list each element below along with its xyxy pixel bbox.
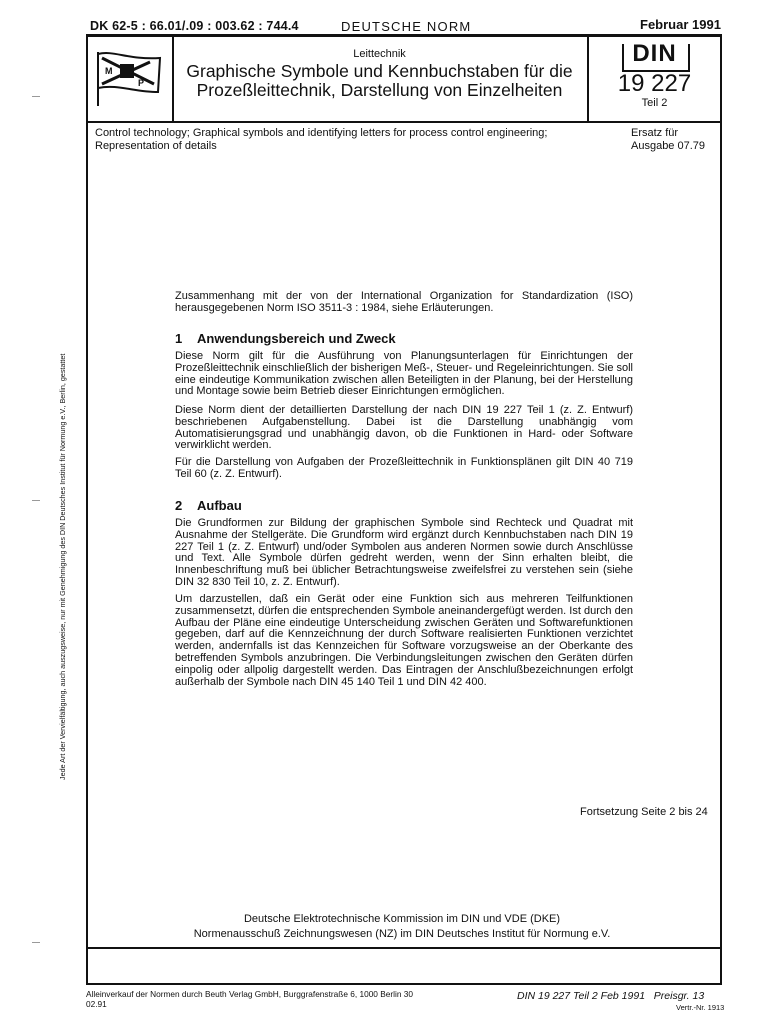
english-title-line1: Control technology; Graphical symbols and identifying letters for process control engineering;	[95, 127, 548, 139]
intro-paragraph: Zusammenhang mit der von der International Organization for Standardization (ISO) herausgegebenen Norm ISO 3511-3 : 1984, siehe Erläuterungen.	[175, 290, 633, 314]
sales-line1: Alleinverkauf der Normen durch Beuth Verlag GmbH, Burggrafenstraße 6, 1000 Berlin 30	[86, 989, 413, 999]
svg-text:P: P	[138, 78, 145, 88]
sales-note	[86, 990, 413, 1009]
din-part: Teil 2	[641, 97, 668, 109]
footer-rule	[86, 947, 722, 949]
reproduction-notice	[58, 260, 72, 780]
margin-mark	[32, 500, 40, 501]
din-flag-logo	[94, 48, 164, 108]
committee-line2: Normenausschuß Zeichnungswesen (NZ) im DIN Deutsches Institut für Normung e.V.	[193, 928, 611, 940]
vertr-number: Vertr.-Nr. 1913	[676, 1003, 725, 1012]
norm-label: DEUTSCHE NORM	[341, 19, 472, 34]
section-1-heading	[175, 333, 633, 345]
section-1-paragraph-2: Diese Norm dient der detaillierten Darstellung der nach DIN 19 227 Teil 1 (z. Z. Entwurf) beschriebenen Aufgabenstellung. Dabei ist die Darstellung unabhängig vom Automatisierungsgrad und unabhängig davon, ob die Funktionen in Hard- oder Software verwirklicht werden.	[175, 404, 633, 452]
price-group: Preisgr. 13	[653, 990, 705, 1002]
section-2-number: 2	[175, 498, 183, 513]
svg-text:M: M	[105, 66, 113, 76]
din-label-box	[622, 44, 690, 72]
document-reference	[517, 990, 704, 1002]
replacement-line1: Ersatz für	[631, 127, 679, 139]
section-2-heading	[175, 500, 633, 512]
header-bottom-rule	[86, 121, 722, 123]
section-2-title: Aufbau	[197, 498, 242, 513]
flag-icon	[94, 48, 164, 108]
margin-mark	[32, 942, 40, 943]
subject-label: Leittechnik	[353, 48, 406, 60]
section-1-title: Anwendungsbereich und Zweck	[197, 331, 396, 346]
din-label: DIN	[632, 40, 677, 67]
margin-mark	[32, 96, 40, 97]
reproduction-notice-text: Jede Art der Vervielfältigung, auch auszugsweise, nur mit Genehmigung des DIN Deutsches Institut für Normung e.V., Berlin, gestattet	[58, 353, 67, 780]
document-title-line2: Prozeßleittechnik, Darstellung von Einzelheiten	[196, 80, 563, 100]
committee-block	[96, 912, 708, 942]
din-number: 19 227	[617, 70, 692, 97]
classification-code: DK 62-5 : 66.01/.09 : 003.62 : 744.4	[90, 19, 299, 33]
committee-line1: Deutsche Elektrotechnische Kommission im DIN und VDE (DKE)	[243, 913, 561, 925]
english-title	[95, 127, 605, 153]
section-2-paragraph-1: Die Grundformen zur Bildung der graphischen Symbole sind Rechteck und Quadrat mit Ausnahme der Stellgeräte. Die Grundform wird ergänzt durch Kennbuchstaben nach DIN 19 227 Teil 1 (z. Z. Entwurf) und/oder Symbolen aus anderen Normen sowie durch Anschlüsse und Text. Alle Symbole dürfen gedreht werden, wenn der Sinn erhalten bleibt, die Innenbeschriftung muß bei üblicher Betrachtungsweise zweifelsfrei zu verstehen sein (siehe DIN 32 830 Teil 10, z. Z. Entwurf).	[175, 517, 633, 588]
section-1-paragraph-3: Für die Darstellung von Aufgaben der Prozeßleittechnik in Funktionsplänen gilt DIN 40 719 Teil 60 (z. Z. Entwurf).	[175, 456, 633, 480]
english-title-line2: Representation of details	[95, 140, 217, 152]
doc-ref: DIN 19 227 Teil 2 Feb 1991	[517, 990, 646, 1002]
replacement-note	[631, 127, 716, 153]
section-1-paragraph-1: Diese Norm gilt für die Ausführung von Planungsunterlagen für Einrichtungen der Prozeßleittechnik einschließlich der bisherigen Meß-, Steuer- und Regeleinrichtungen. Sie soll eine eindeutige Kommunikation zwischen allen Beteiligten in der Planung, bei der Herstellung und Montage sowie beim Betrieb dieser Einrichtungen ermöglichen.	[175, 350, 633, 398]
section-2-paragraph-2: Um darzustellen, daß ein Gerät oder eine Funktion sich aus mehreren Teilfunktionen zusammensetzt, dürfen die entsprechenden Symbole aneinandergefügt werden. Ist durch den Aufbau der Pläne eine eindeutige Unterscheidung zwischen Geräten und Softwarefunktionen gegeben, darf auf die Kennzeichnung der durch Software realisierten Funktionen verzichtet werden, andernfalls ist das Kennzeichen für Software vorzugsweise an der Oberkante des betreffenden Symbols anzubringen. Die Verbindungsleitungen zwischen den Geräten dürfen einpolig oder allpolig dargestellt werden. Das Eintragen der Anschlußbezeichnungen erfolgt außerhalb der Symbole nach DIN 45 140 Teil 1 und DIN 42 400.	[175, 593, 633, 688]
sales-line2: 02.91	[86, 998, 107, 1009]
publication-date: Februar 1991	[640, 17, 721, 32]
continuation-note: Fortsetzung Seite 2 bis 24	[580, 806, 708, 818]
document-title-line1: Graphische Symbole und Kennbuchstaben für die	[186, 61, 573, 81]
replacement-line2: Ausgabe 07.79	[631, 140, 706, 152]
section-1-number: 1	[175, 331, 183, 346]
